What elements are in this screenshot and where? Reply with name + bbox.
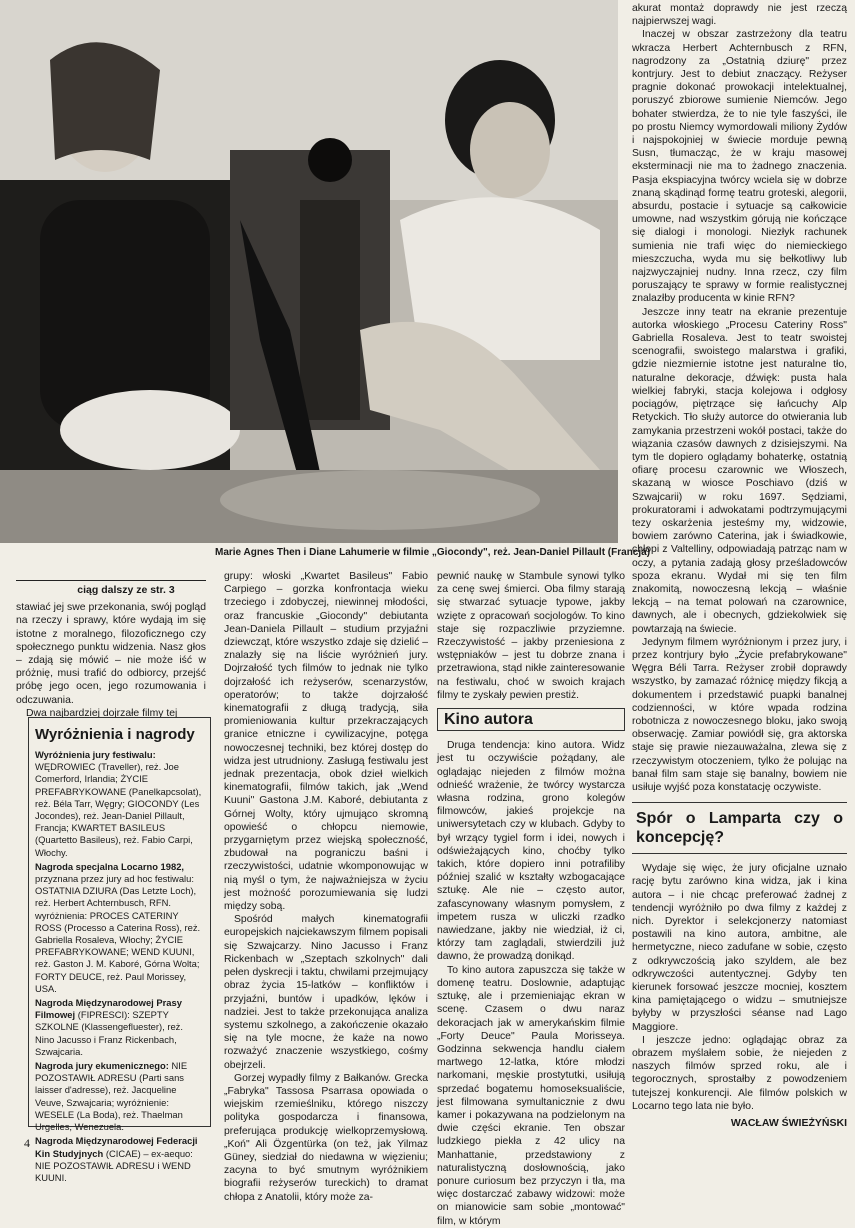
paragraph: Wydaje się więc, że jury oficjalne uznało rację bytu zarówno kina widza, jak i kina autora – i nie chcąc preferować żadnej z tendencji wyróżniło po dwa filmy z każdej z nich. Dyrektor i selekcjonerzy natomiast postawili na kino autora, ambitne, ale hermetyczne, nieco zadufane w sobie, często z odkrywczością jako szyldem, ale bez odkrywczości autentycznej. Gdyby ten kierunek forsować jeszcze mocniej, kosztem kina pamiętającego o widzu – smutniejsze byłyby w przyszłości séanse nad Lago Maggiore. <box>632 863 847 1033</box>
award-item: Wyróżnienia jury festiwalu: WĘDROWIEC (Traveller), reż. Joe Comerford, Irlandia; ŻYCIE PREFABRYKOWANE (Panelkapcsolat), reż. Béla Tarr, Węgry; GIOCONDY (Les Jocondes), reż. Jean-Daniel Pillault, Francja; KWARTET BASILEUS (Quartetto Basileus), reż. Fabio Carpi, Włochy. <box>35 749 202 858</box>
continued-label: ciąg dalszy ze str. 3 <box>16 580 206 597</box>
award-item: Nagroda Międzynarodowej Prasy Filmowej (FIPRESCI): SZEPTY SZKOLNE (Klassengefluester), reż. Nino Jacusso i Franz Rickenbach, Szwajcaria. <box>35 997 183 1057</box>
award-item: Nagroda Międzynarodowej Federacji Kin Studyjnych (CICAE) – ex-aequo: NIE POZOSTAWIŁ ADRESU i WEND KUUNI. <box>35 1135 198 1183</box>
column-1 <box>16 580 206 720</box>
award-item: Nagroda specjalna Locarno 1982, przyznana przez jury ad hoc festiwalu: OSTATNIA DZIURA (Das Letzte Loch), reż. Herbert Achternbusch, RFN. wyróżnienia: PROCES CATERINY ROSS (Processo a Caterina Ross), reż. Gabriella Rosaleva, Włochy; ŻYCIE PREFABRYKOWANE; WEND KUUNI, reż. Gaston J. M. Kaboré, Górna Wolta; FORTY DEUCE, reż. Paul Morissey, USA. <box>35 860 201 994</box>
page-number: 4 <box>24 1136 30 1150</box>
awards-title: Wyróżnienia i nagrody <box>35 726 195 743</box>
paragraph: To kino autora zapuszcza się także w domenę teatru. Doslownie, adaptując sztukę, ale i przemieniając ekran w scenę. Czasem o dwu naraz dekoracjach jak w amerykańskim filmie „Forty Deuce" Paula Morisseya. Godzinna sekwencja handlu ciałem martwego 12-latka, które młodzi narkomani, męskie prostytutki, usiłują sprzedać bogatemu homoseksualiście, jest filmowana symultanicznie z dwu kamer i pokazywana na podzielonym na dwie części ekranie. Ten obszar ludzkiego piekła z 42 ulicy na Manhattanie, przedstawiony z naturalistyczną dosłownością, jako ponure curiosum bez przyczyn i tła, ma więc dostarczać zabawy widzowi: może on mianowicie sam sobie „montować" film, w którym <box>437 964 625 1227</box>
paragraph: pewnić naukę w Stambule synowi tylko za cenę swej śmierci. Oba filmy starają się stwarzać sytuacje typowe, jakby wzięte z opracowań socjologów. To kino staje się rozpaczliwie przyziemne. Rzeczywistość – jakby przeniesiona z wstępniaków – jest tu dobrze znana i przetrawiona, stąd nikłe zainteresowanie na festiwalu, choć w swoich krajach filmy te zyskały pewien prestiż. <box>437 571 625 701</box>
award-item: Nagroda jury ekumenicznego: NIE POZOSTAWIŁ ADRESU (Parti sans laisser d'adresse), reż. Jacqueline Veuve, Szwajcaria; wyróżnienie: WESELE (La Boda), reż. Thaelman Urgelles, Wenezuela. <box>35 1060 188 1133</box>
awards-box <box>28 717 211 1183</box>
film-still-photo <box>0 0 618 543</box>
paragraph: Gorzej wypadły filmy z Bałkanów. Grecka „Fabryka" Tassosa Psarrasa opowiada o wiejskim rzemieślniku, którego niszczy polityka gospodarcza i finansowa, preferująca produkcję wielkoprzemysłową. „Koń" Ali Özgentürka (on też, jak Yilmaz Güney, siedział do niedawna w więzieniu; zacyna to być smutnym wyróżnikiem biografii reżyserów tureckich) to dramat chłopa z Anatolii, który może za- <box>224 1072 428 1203</box>
column-4 <box>632 2 847 1129</box>
paragraph: stawiać jej swe przekonania, swój pogląd na rzeczy i sprawy, które wydają im się istotne z moralnego, filozoficznego czy społecznego punktu widzenia. Nasz głos – zdają się mówić – nie może iść w próżnię, musi trafić do odbiorcy, przejść próbę jego ocen, jego rozumowania i odczuwania. <box>16 602 206 706</box>
paragraph: Jedynym filmem wyróżnionym i przez jury, i przez kontrjury było „Życie prefabrykowane" Węgra Béli Tarra. Reżyser zrobił doprawdy wszystko, by zamazać różnicę między fikcją a dokumentem i przedstawić puapki banalnej codzienności, w które wpada rodzina robotnicza z nowoczesnego bloku, jako swoją obserwację. Zamiar powiódł się, gra aktorska staje się prawie niezauważalna, zlewa się z rzeczywistym otoczeniem, tylko że polując na banał film sam staje się banalny, bowiem nie usiłuje wyjść poza konstatację oczywiste. <box>632 636 847 793</box>
paragraph: Dwa najbardziej dojrzałe filmy tej <box>26 707 178 719</box>
author-signature: WACŁAW ŚWIEŻYŃSKI <box>730 1117 847 1130</box>
paragraph: grupy: włoski „Kwartet Basileus" Fabio Carpiego – gorzka konfrontacja wieku trzeciego i zdobyczej, niewinnej młodości, oraz francuskie „Giocondy" debiutanta Jean-Daniela Pillault – studium przyjaźni dziewcząt, które wszystko zdaje się dzielić – znalazły się na liście wyróżnień jury. Dojrzałość tych filmów to jednak nie tylko dojrzałość ich reżyserów, scenarzystów, operatorów; to także dojrzałość kinematografii z długą tradycją, siła promieniowania kultur przekraczających granice etniczne i cywilizacyjne, potęga nowoczesnej techniki, bez której dostęp do widza jest utrudniony. Zasługą festiwalu jest jednak prezentacja, obok dzieł wielkich kinematografii, filmów takich, jak „Wend Kuuni" Gastona J.M. Kaboré, debiutanta z Górnej Wolty, który ujmująco skromną opowieść o chłopcu niemowie, przygarniętym przez wiejską społeczność, zbudował na pograniczu baśni i rzeczywistości, udatnie wkomponowując w nią myśl o tym, że najważniejsza w życiu jest możność porozumiewania się ludzi między sobą. <box>224 571 428 913</box>
paragraph: Druga tendencja: kino autora. Widz jest tu oczywiście pożądany, ale oglądając niejeden z filmów można odnieść wrażenie, że twórcy wystarcza własna rodzina, grono kolegów filmowców, jakieś projekcje na uniwersytetach czy w klubach. Gdyby to był wrzący tygiel form i idei, nowych i odświeżających kino, choćby tylko takich, które dopiero inni potrafiliby później szalić w kształty wzbogacające sztukę. Ale nie – często autor, zafascynowany własnym pomysłem, z impetem rusza w uliczki rzadko nawiedzane, jakby nie wiedział, iż ci, którzy tam zaglądali, stwierdzili już dawno, że prowadzą donikąd. <box>437 740 625 963</box>
column-3 <box>437 570 625 1228</box>
paragraph: Spośród małych kinematografii europejskich najciekawszym filmem popisali się Szwajcarzy. Nino Jacusso i Franz Rickenbach w „Szeptach szkolnych" dali pełen dyskrecji i taktu, chwilami przejmujący obraz życia 15-latków – konfliktów i przyjaźni, buntów i upadków, lęków i nadziei. Jest to także przekonująca analiza systemu szkolnego, a zakończenie okazało się na tyle mocne, że każe na nowo rozważyć znaczenie wszystkiego, cośmy obejrzeli. <box>224 914 428 1071</box>
section-title-kino-autora: Kino autora <box>437 708 625 731</box>
film-still-illustration <box>0 0 618 543</box>
paragraph: akurat montaż doprawdy nie jest rzeczą najpierwszej wagi. <box>632 3 847 28</box>
column-2 <box>224 570 428 1204</box>
section-title-spor: Spór o Lamparta czy o koncepcję? <box>632 802 847 854</box>
paragraph: I jeszcze jedno: oglądając obraz za obrazem myślałem sobie, że niejeden z naszych filmów sprzed roku, ale i tegorocznych, sprostałby z powodzeniem tutejszej konkurencji. Ale filmów polskich w Locarno tego lata nie było. <box>632 1034 847 1112</box>
photo-caption: Marie Agnes Then i Diane Lahumerie w filmie „Giocondy", reż. Jean-Daniel Pillault (Francja) <box>215 547 651 558</box>
paragraph: Inaczej w obszar zastrzeżony dla teatru wkracza Herbert Achternbusch z RFN, nagrodzony za „Ostatnią dziurę" przez kontrjury. Jest to debiut znaczący. Reżyser pragnie dokonać prowokacji intelektualnej, poruszyć zbiorowe sumienie Niemców. Jego bohater stwierdza, że to nie tyle faszyści, ile po prostu Niemcy wymordowali miliony Żydów i najspokojniej w świecie morduje pewną Susn, tłumacząc, że w kraju masowej eksterminacji nie ma to żadnego znaczenia. Pasja ekspiacyjna twórcy wciela się w dobrze znaną skądinąd formę teatru groteski, alegorii, absurdu, postacie i sytuacje są całkowicie umowne, nad wszystkim górują nie kończące się dialogi i monologi. Niezłyk rachunek sumienia nie trafi więc do niemieckiego mieszczucha, wyda mu się bełkotliwy lub najzwyczajniej nudny. Inna rzecz, czy film poruszający te sprawy w formie realistycznej znalazłby producenta w kinie RFN? <box>632 29 847 305</box>
paragraph: Jeszcze inny teatr na ekranie prezentuje autorka włoskiego „Procesu Cateriny Ross" Gabriella Rosaleva. Jest to teatr swoistej scenografii, swoistego malarstwa i grafiki, gdzie niezmiernie istotne jest naturalne tło, naturalne dekoracje, dźwięk: pusta hala wielkiej fabryki, stacja kolejowa i odgłosy pociągów, piętrzące się łańcuchy Alp Retyckich. Tło służy autorce do otwierania lub zamykania przestrzeni wokół postaci, także do wiązania czasów dawnych z dzisiejszymi. Na tym tle dopiero oglądamy bohaterkę, ostatnią ofiarę procesu czarownic we Włoszech, skazaną w wiosce Poschiavo (dziś w Szwajcarii) w roku 1697. Sędziami, prokuratorami i adwokatami podtrzymującymi tezy oskarżenia jesteśmy my, widzowie, bowiem zarówno Caterina, jak i świadkowie, chłopi z Valtelliny, odpowiadają patrząc nam w oczy, a pytania zadają głosy prześladowców spoza ekranu. Wydał mi się ten film znakomitą, nowoczesną lekcją – właśnie lekcją – na temat polowań na czarownice, dawnych, ale i obecnych, gdziekolwiek się powtarzają na świecie. <box>632 306 847 635</box>
